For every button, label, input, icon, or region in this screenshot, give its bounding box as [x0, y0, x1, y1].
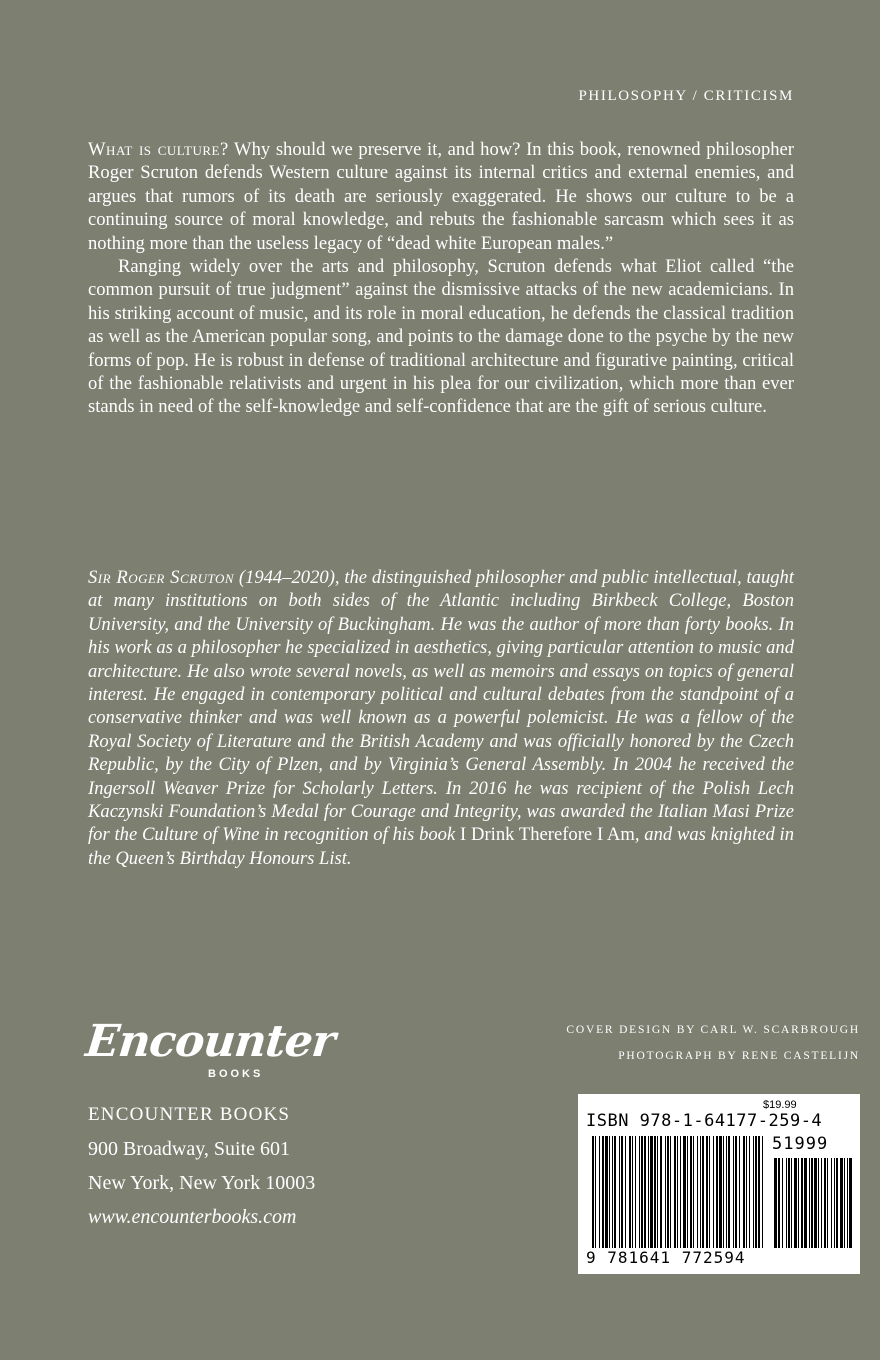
barcode-bar [687, 1136, 688, 1248]
supplement-bar [786, 1158, 787, 1248]
barcode-bar [674, 1136, 676, 1248]
supplement-bar [778, 1158, 780, 1248]
supplement-bar [811, 1158, 813, 1248]
barcode-bar [733, 1136, 734, 1248]
photo-credit: PHOTOGRAPH BY RENE CASTELIJN [618, 1050, 860, 1062]
address-line-2: New York, New York 10003 [88, 1172, 316, 1194]
barcode-bar [625, 1136, 626, 1248]
supplement-bar [804, 1158, 807, 1248]
barcode-box [578, 1094, 860, 1274]
ean-digits: 9 781641 772594 [586, 1248, 746, 1267]
supplement-bar [836, 1158, 838, 1248]
bio-text-1: (1944–2020), the distinguished philosopher and public intellectual, taught at many institutions on both sides of the Atlantic including Birkbeck College, Boston University, and the University of Buckingham. He was the author of more than forty books. In his work as a philosopher he specialized in aesthetics, giving particular attention to music and architecture. He also wrote several novels, as well as memoirs and essays on topics of general interest. He engaged in contemporary political and cultural debates from the standpoint of a conservative thinker and was well known as a powerful polemicist. He was a fellow of the Royal Society of Literature and the British Academy and was officially honored by the Czech Republic, by the City of Plzen, and by Virginia’s General Assembly. In 2004 he received the Ingersoll Weaver Prize for Scholarly Letters. In 2016 he was recipient of the Polish Lech Kaczynski Foundation’s Medal for Courage and Integrity, was awarded the Italian Masi Prize for the Culture of Wine in recognition of his book [88, 567, 794, 846]
barcode-bar [650, 1136, 653, 1248]
barcode-bar [693, 1136, 694, 1248]
barcode-bar [709, 1136, 710, 1248]
barcode-bar [595, 1136, 596, 1248]
supplement-bar [827, 1158, 828, 1248]
author-name: Sir Roger Scruton [88, 567, 235, 588]
barcode-bar [621, 1136, 623, 1248]
barcode-bar [690, 1136, 692, 1248]
supplement-bar [818, 1158, 819, 1248]
supplement-bar [821, 1158, 822, 1248]
barcode-bar [644, 1136, 646, 1248]
bio-text-2: , and was knighted in the Queen’s Birthday Honours List. [88, 824, 795, 869]
supplement-code: 51999 [772, 1134, 829, 1154]
supplement-bar [798, 1158, 799, 1248]
barcode-bar [619, 1136, 620, 1248]
barcode-bar [635, 1136, 636, 1248]
barcode-bar [657, 1136, 658, 1248]
blurb-paragraph-2: Ranging widely over the arts and philosophy, Scruton defends what Eliot called “the common pursuit of true judgment” against the dismissive attacks of the new academicians. In his striking account of music, and its role in moral education, he defends the classical tradition as well as the American popular song, and points to the damage done to the psyche by the new forms of pop. He is robust in defense of traditional architecture and figurative painting, critical of the fashionable relativists and urgent in his plea for our civilization, which more than ever stands in need of the self-knowledge and self-confidence that are the gift of serious culture. [88, 256, 794, 418]
barcode-bar [702, 1136, 704, 1248]
supplement-bar [788, 1158, 790, 1248]
supplement-bar [844, 1158, 845, 1248]
supplement-bar [791, 1158, 792, 1248]
barcode-bar [648, 1136, 649, 1248]
barcode-bar [713, 1136, 714, 1248]
book-title: I Drink Therefore I Am [460, 824, 635, 846]
barcode-bar [719, 1136, 722, 1248]
address-line-1: 900 Broadway, Suite 601 [88, 1138, 291, 1160]
barcode-bar [677, 1136, 678, 1248]
supplement-bar [782, 1158, 783, 1248]
barcode-bar [632, 1136, 633, 1248]
blurb [88, 138, 794, 419]
barcode-bar [683, 1136, 686, 1248]
barcode-bar [660, 1136, 662, 1248]
publisher-logo [83, 1016, 337, 1088]
barcode-bar [758, 1136, 760, 1248]
barcode-bar [755, 1136, 757, 1248]
supplement-bar [794, 1158, 797, 1248]
supplement-bar [831, 1158, 832, 1248]
cover-credit: COVER DESIGN BY CARL W. SCARBROUGH [566, 1024, 860, 1036]
barcode-bar [599, 1136, 600, 1248]
barcode-bar [609, 1136, 610, 1248]
supplement-bar [840, 1158, 843, 1248]
isbn: ISBN 978-1-64177-259-4 [586, 1111, 823, 1131]
logo-sub: BOOKS [208, 1068, 264, 1080]
barcode-bar [726, 1136, 727, 1248]
barcode-bar [612, 1136, 613, 1248]
supplement-bar [814, 1158, 817, 1248]
barcode-bar [762, 1136, 763, 1248]
barcode-bar [680, 1136, 681, 1248]
credits [566, 1017, 860, 1069]
barcode-bar [723, 1136, 724, 1248]
barcode-bar [654, 1136, 656, 1248]
barcode-bar [641, 1136, 643, 1248]
barcode-bar [629, 1136, 631, 1248]
barcode-bar [728, 1136, 730, 1248]
category-label: PHILOSOPHY / CRITICISM [578, 88, 794, 104]
logo-script: Encounter [83, 1016, 337, 1067]
barcode-bar [602, 1136, 604, 1248]
barcode-bar [639, 1136, 640, 1248]
supplement-bar [824, 1158, 826, 1248]
supplement-bar [849, 1158, 852, 1248]
barcode-bar [706, 1136, 708, 1248]
supplement-bar [774, 1158, 777, 1248]
barcode-bar [749, 1136, 750, 1248]
publisher-website: www.encounterbooks.com [88, 1206, 297, 1228]
barcode-bar [665, 1136, 666, 1248]
barcode-bar [743, 1136, 745, 1248]
price: $19.99 [763, 1099, 797, 1111]
publisher-info [88, 1098, 315, 1234]
barcode-bar [746, 1136, 747, 1248]
blurb-paragraph-1 [88, 138, 794, 255]
supplement-bar [847, 1158, 848, 1248]
publisher-name: ENCOUNTER BOOKS [88, 1104, 291, 1125]
barcode-bar [670, 1136, 671, 1248]
blurb-lead: What is culture? [88, 139, 229, 160]
barcode-bar [697, 1136, 698, 1248]
barcode-bar [605, 1136, 608, 1248]
barcode-bar [667, 1136, 669, 1248]
blurb-p1-text: Why should we preserve it, and how? In this book, renowned philosopher Roger Scruton defends Western culture against its internal critics and external enemies, and argues that rumors of its death are seriously exaggerated. He shows our culture to be a continuing source of moral knowledge, and rebuts the fashionable sarcasm which sees it as nothing more than the useless legacy of “dead white European males.” [88, 139, 794, 254]
barcode-bar [614, 1136, 616, 1248]
supplement-bar [834, 1158, 835, 1248]
barcode-bar [592, 1136, 594, 1248]
barcode-bar [716, 1136, 718, 1248]
barcode-bar [753, 1136, 754, 1248]
barcode-bar [700, 1136, 701, 1248]
supplement-bar [801, 1158, 803, 1248]
barcode-bar [735, 1136, 737, 1248]
supplement-bar [809, 1158, 810, 1248]
author-bio [88, 566, 794, 870]
barcode-bar [739, 1136, 740, 1248]
